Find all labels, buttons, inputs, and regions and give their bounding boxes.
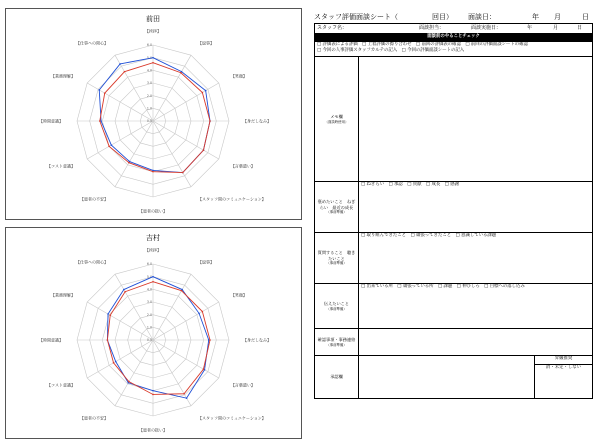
- data-point: [152, 171, 154, 173]
- eval-label: 昇級推奨: [535, 356, 593, 365]
- axis-label: 【時間意識】: [39, 337, 63, 343]
- approval-field[interactable]: [359, 356, 535, 399]
- tick-label: 6.0: [146, 43, 152, 48]
- tick-label: 1.0: [146, 106, 152, 111]
- axis-label: 【コスト意識】: [47, 163, 76, 169]
- data-point: [152, 57, 154, 59]
- month-label: 月: [554, 13, 561, 21]
- radar-chart-panel-2: [5, 227, 302, 439]
- data-point: [203, 149, 205, 151]
- data-point: [209, 339, 211, 341]
- data-point: [205, 90, 207, 92]
- meeting-date-label: 面談日：: [468, 13, 496, 21]
- tick-label: 5.0: [146, 55, 152, 60]
- memo-row: [315, 57, 593, 182]
- tick-label: 2.0: [146, 312, 152, 317]
- tick-label: 0.0: [146, 338, 152, 343]
- prep-checklist-1[interactable]: □ 評価表による評価 □ 上着評価の擦り合わせ □ 前回の評価表の確認 □ 前回の評価面談シートの確認: [317, 42, 528, 47]
- staff-name-label: スタッフ名：: [317, 25, 348, 32]
- axis-label: 【身だしなみ】: [243, 337, 271, 343]
- data-point: [209, 120, 211, 122]
- data-point: [108, 146, 110, 148]
- axis-label: 【スタッフ間のコミュニケーション】: [198, 415, 266, 421]
- axis-label: 【笑顔】: [230, 292, 247, 298]
- axis-label: 【業務理解】: [51, 73, 76, 79]
- tick-label: 4.0: [146, 68, 152, 73]
- axis-line: [153, 121, 191, 187]
- interview-day: 日: [577, 25, 583, 31]
- series-line: [107, 282, 210, 395]
- tick-label: 2.0: [146, 93, 152, 98]
- chart-title: 前田: [146, 15, 160, 23]
- data-point: [202, 92, 204, 94]
- axis-label: 【患者の不安】: [80, 415, 108, 421]
- tick-label: 3.0: [146, 81, 152, 86]
- data-point: [123, 289, 125, 291]
- data-point: [182, 172, 184, 174]
- data-point: [152, 276, 154, 278]
- year-label: 年: [532, 13, 539, 21]
- interview-sheet: [314, 12, 592, 399]
- tick-label: 1.0: [146, 325, 152, 330]
- axis-line: [115, 340, 153, 406]
- axis-label: 【挨拶】: [145, 28, 161, 34]
- approval-row-top: [315, 356, 593, 365]
- ask-row: [315, 233, 593, 284]
- prep-header-row: [315, 34, 593, 42]
- data-point: [186, 397, 188, 399]
- data-point: [111, 144, 113, 146]
- followup-field[interactable]: [359, 329, 593, 356]
- tick-label: 0.0: [146, 119, 152, 124]
- axis-label: 【身だしなみ】: [243, 118, 271, 124]
- data-point: [203, 368, 205, 370]
- axis-label: 【スタッフ間のコミュニケーション】: [198, 196, 266, 202]
- axis-line: [153, 274, 191, 340]
- prep-checks-row: [315, 42, 593, 57]
- followup-sub: （事前準備）: [326, 342, 347, 347]
- axis-label: 【挨拶】: [145, 247, 161, 253]
- data-point: [181, 290, 183, 292]
- convey-options[interactable]: □ 出来ている所 □ 頑張っている所 □ 課題 □ 伸びしろ □ 目標への落し込み: [359, 284, 593, 329]
- praise-label: 褒めたいこと ねぎらい 最近の成長: [317, 199, 356, 210]
- prep-header: 面談前のやることチェック: [315, 34, 593, 42]
- data-point: [104, 92, 106, 94]
- data-point: [107, 339, 109, 341]
- axis-label: 【仕事への関心】: [76, 259, 108, 265]
- sheet-title: スタッフ評価面談シート（: [314, 13, 398, 21]
- axis-label: 【コスト意識】: [47, 382, 76, 388]
- data-point: [124, 71, 126, 73]
- sheet-round: 回目）: [432, 13, 453, 21]
- data-point: [115, 361, 117, 363]
- tick-label: 4.0: [146, 287, 152, 292]
- interview-date-label: 面談実施日：: [471, 25, 502, 31]
- data-point: [98, 89, 100, 91]
- eval-options[interactable]: 済・未定・しない: [535, 365, 593, 399]
- axis-label: 【患者の扱い】: [139, 208, 167, 214]
- memo-sub: （面談時使用）: [324, 119, 349, 124]
- tick-label: 5.0: [146, 274, 152, 279]
- data-point: [124, 291, 126, 293]
- data-point: [128, 381, 130, 383]
- memo-field[interactable]: [359, 57, 593, 182]
- followup-row: [315, 329, 593, 356]
- prep-checklist-2[interactable]: □ 今回の人事評価スタッフカルテの記入 □ 今回の評価面談シートの記入: [317, 47, 465, 53]
- data-point: [109, 315, 111, 317]
- data-point: [113, 362, 115, 364]
- chart-title: 吉村: [146, 234, 160, 242]
- praise-sub: （事前準備）: [326, 210, 347, 215]
- convey-row: [315, 284, 593, 329]
- data-point: [198, 313, 200, 315]
- data-point: [152, 62, 154, 64]
- sheet-table: [314, 23, 593, 399]
- data-point: [152, 390, 154, 392]
- interview-month: 月: [553, 25, 559, 31]
- sheet-title-row: [314, 12, 592, 23]
- data-point: [180, 72, 182, 74]
- interview-year: 年: [527, 25, 533, 31]
- axis-label: 【言葉遣い】: [230, 163, 255, 169]
- radar-chart-panel-1: [5, 8, 302, 220]
- data-point: [202, 311, 204, 313]
- ask-label: 質問すること 聴きたいこと: [317, 250, 356, 261]
- staff-row: [315, 24, 593, 34]
- radar-chart-2: [6, 228, 301, 438]
- axis-label: 【時間意識】: [39, 118, 63, 124]
- approval-label: 承認欄: [315, 356, 359, 399]
- axis-label: 【仕事への関心】: [76, 40, 108, 46]
- data-point: [183, 393, 185, 395]
- axis-line: [87, 340, 153, 378]
- day-label: 日: [582, 13, 589, 21]
- axis-label: 【笑顔】: [230, 73, 247, 79]
- convey-label: 伝えたいこと: [323, 301, 350, 307]
- data-point: [99, 120, 101, 122]
- followup-label: 確認事項・事務連絡: [317, 337, 356, 343]
- tick-label: 6.0: [146, 262, 152, 267]
- axis-label: 【返事】: [198, 259, 214, 265]
- memo-label: メモ欄: [330, 114, 343, 120]
- praise-options[interactable]: □ ねぎらい □ 承認 □ 貢献 □ 成長 □ 感謝: [359, 182, 593, 233]
- axis-label: 【業務理解】: [51, 292, 76, 298]
- axis-label: 【返事】: [198, 40, 214, 46]
- convey-sub: （事前準備）: [326, 306, 347, 311]
- axis-label: 【言葉遣い】: [230, 382, 255, 388]
- interviewer-label: 面談担当：: [419, 25, 445, 31]
- radar-chart-1: [6, 9, 301, 219]
- data-point: [152, 394, 154, 396]
- data-point: [152, 281, 154, 283]
- axis-line: [153, 302, 219, 340]
- axis-line: [153, 340, 191, 406]
- ask-sub: （事前準備）: [326, 261, 347, 266]
- axis-label: 【患者の不安】: [80, 196, 108, 202]
- ask-options[interactable]: □ 取り組んできたこと □ 頑張ってきたこと □ 意識している課題: [359, 233, 593, 284]
- axis-label: 【患者の扱い】: [139, 427, 167, 433]
- tick-label: 3.0: [146, 300, 152, 305]
- data-point: [107, 313, 109, 315]
- praise-row: [315, 182, 593, 233]
- data-point: [128, 162, 130, 164]
- data-point: [119, 63, 121, 65]
